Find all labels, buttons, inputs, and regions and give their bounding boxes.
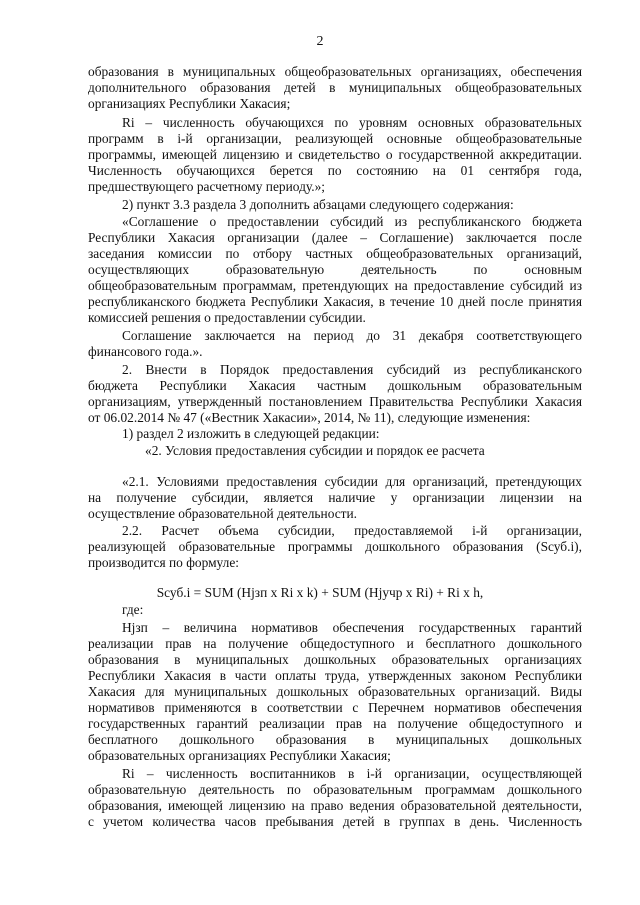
text-line: организациям, утвержденный постановлением Правительства Республики Хакасия (88, 394, 582, 409)
text-line: 2. Внести в Порядок предоставления субсидий из республиканского (122, 362, 582, 377)
text-line: государственных гарантий реализации прав на получение общедоступного и (88, 716, 582, 731)
text-line: образовательных организациях Республики Хакасия; (88, 748, 391, 763)
text-line: Хакасия для муниципальных дошкольных образовательных организаций. Виды (88, 684, 582, 699)
text-line: Численность обучающихся берется по состоянию на 01 сентября года, (88, 163, 582, 178)
text-line: нормативов применяются в соответствии с Перечнем нормативов обеспечения (88, 700, 582, 715)
text-line: программ в i-й организации, реализующей основные общеобразовательные (88, 131, 582, 146)
text-line: Ri – численность воспитанников в i-й организации, осуществляющей (122, 766, 582, 781)
text-line: предшествующего расчетному периоду.»; (88, 179, 326, 194)
text-line: Республики Хакасия организации (далее – Соглашение) заключается после (88, 230, 582, 245)
text-line: «2.1. Условиями предоставления субсидии для организаций, претендующих (122, 474, 582, 489)
text-line: республиканского бюджета Республики Хакасия, в течение 10 дней после принятия (88, 294, 582, 309)
text-line: образования, имеющей лицензию на право ведения образовательной деятельности, (88, 798, 582, 813)
text-line: образовательную деятельность по образовательным программам дошкольного (88, 782, 582, 797)
text-line: финансового года.». (88, 344, 203, 359)
text-line: с учетом количества часов пребывания детей в группах в день. Численность (88, 814, 582, 829)
text-line: Ri – численность обучающихся по уровням основных образовательных (122, 115, 582, 130)
text-line: заседания комиссии по отбору частных общеобразовательных организаций, (88, 246, 582, 261)
text-line: осуществляющих образовательную деятельность по основным (88, 262, 582, 277)
text-line: реализующей образовательные программы дошкольного образования (Sсуб.i), (88, 539, 582, 554)
text-line: производится по формуле: (88, 555, 239, 570)
text-line: реализации прав на получение общедоступного и бесплатного дошкольного (88, 636, 582, 651)
page-number: 2 (316, 34, 324, 49)
text-line: осуществление образовательной деятельности. (88, 506, 358, 521)
text-line: «Соглашение о предоставлении субсидий из республиканского бюджета (122, 214, 582, 229)
text-line: Республики Хакасия в части оплаты труда, утвержденных законом Республики (88, 668, 582, 683)
text-line: программы, имеющей лицензию и свидетельство о государственной аккредитации. (88, 147, 582, 162)
formula: Sсуб.i = SUM (Hjзп x Ri x k) + SUM (Hjучр x Ri) + Ri x h, (156, 585, 484, 600)
text-line: общеобразовательным программам, претендующих на предоставление субсидий из (88, 278, 582, 293)
text-line: организациях Республики Хакасия; (88, 96, 291, 111)
text-line: Соглашение заключается на период до 31 декабря соответствующего (122, 328, 582, 343)
section-heading: «2. Условия предоставления субсидии и порядок ее расчета (145, 443, 485, 458)
text-line: дополнительного образования детей в муниципальных общеобразовательных (88, 80, 582, 95)
text-line: где: (122, 602, 144, 617)
text-line: от 06.02.2014 № 47 («Вестник Хакасии», 2014, № 11), следующие изменения: (88, 410, 531, 425)
text-line: 1) раздел 2 изложить в следующей редакции: (122, 426, 380, 441)
text-line: комиссией решения о предоставлении субсидии. (88, 310, 366, 325)
text-line: бюджета Республики Хакасия частным дошкольным образовательным (88, 378, 582, 393)
text-line: 2) пункт 3.3 раздела 3 дополнить абзацами следующего содержания: (122, 197, 514, 212)
text-line: на получение субсидии, является наличие у организации лицензии на (88, 490, 582, 505)
text-line: Hjзп – величина нормативов обеспечения государственных гарантий (122, 620, 582, 635)
text-line: образования в муниципальных общеобразовательных организациях, обеспечения (88, 64, 582, 79)
text-line: образования в муниципальных дошкольных образовательных организациях (88, 652, 582, 667)
text-line: 2.2. Расчет объема субсидии, предоставляемой i-й организации, (122, 523, 582, 538)
text-line: бесплатного дошкольного образования в муниципальных дошкольных (88, 732, 582, 747)
